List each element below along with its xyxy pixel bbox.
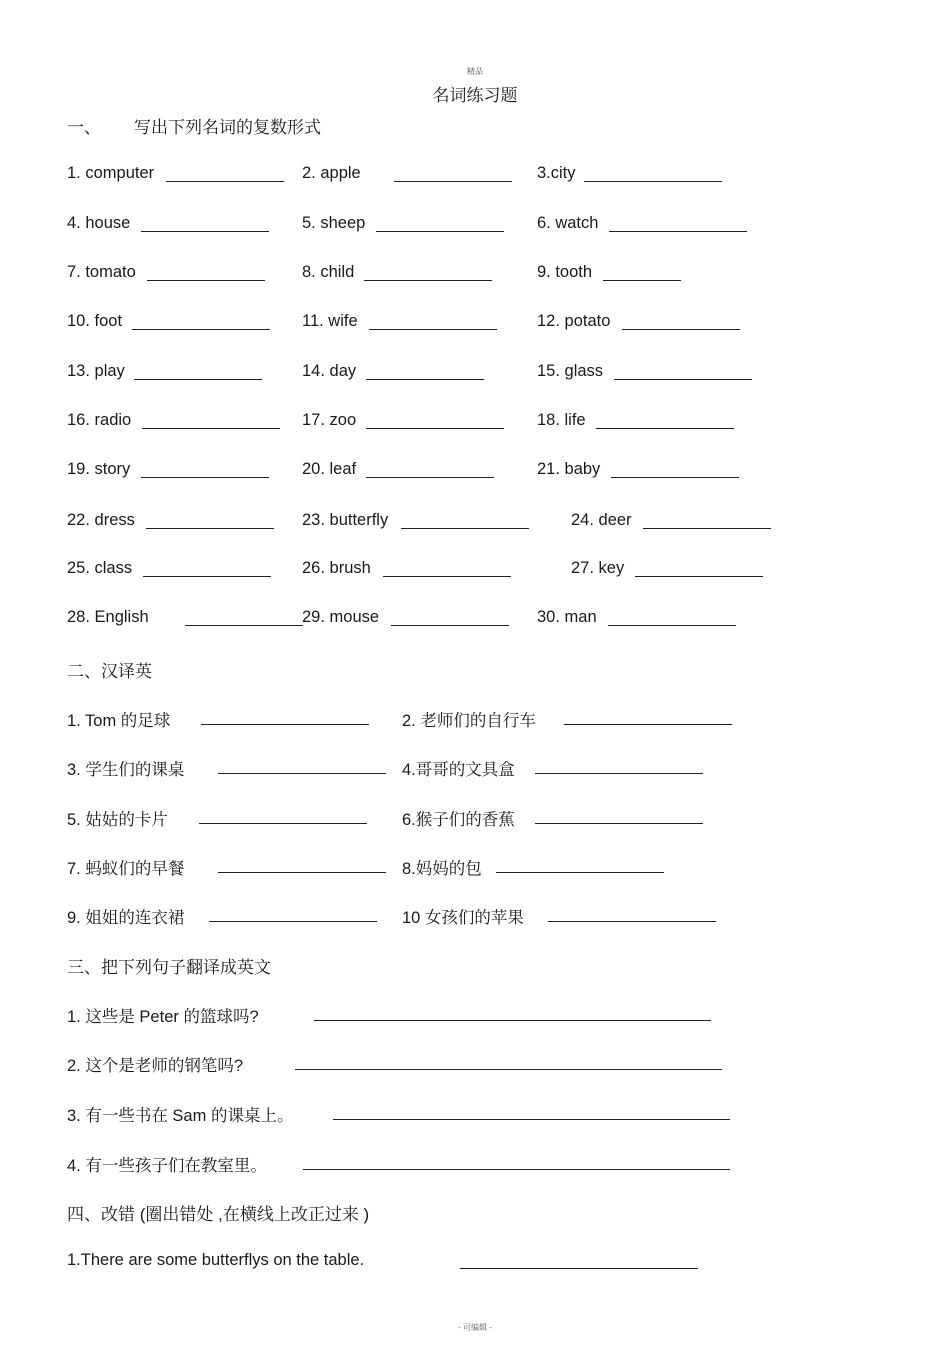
translate-phrase-answer-blank-10[interactable] (548, 908, 716, 922)
plural-answer-blank-30[interactable] (608, 612, 736, 626)
section4-heading: 四、改错 (圈出错处 ,在横线上改正过来 ) (67, 1205, 370, 1224)
translate-sentence-answer-blank-2[interactable] (295, 1056, 722, 1070)
plural-label-15: 15. glass (537, 362, 604, 380)
plural-answer-blank-15[interactable] (614, 366, 752, 380)
plural-label-21: 21. baby (537, 460, 601, 478)
plural-answer-blank-27[interactable] (635, 563, 763, 577)
plural-answer-blank-25[interactable] (143, 563, 271, 577)
plural-answer-blank-7[interactable] (147, 267, 265, 281)
translate-phrase-label-1: 1. Tom 的足球 (67, 712, 171, 730)
translate-phrase-label-4: 4.哥哥的文具盒 (402, 761, 515, 779)
translate-sentence-label-2: 2. 这个是老师的钢笔吗? (67, 1057, 244, 1075)
translate-phrase-label-10: 10 女孩们的苹果 (402, 909, 524, 927)
plural-answer-blank-5[interactable] (376, 218, 504, 232)
plural-label-8: 8. child (302, 263, 355, 281)
plural-label-5: 5. sheep (302, 214, 366, 232)
plural-answer-blank-8[interactable] (364, 267, 492, 281)
plural-label-29: 29. mouse (302, 608, 380, 626)
plural-label-25: 25. class (67, 559, 133, 577)
translate-phrase-label-6: 6.猴子们的香蕉 (402, 811, 515, 829)
translate-phrase-answer-blank-3[interactable] (218, 760, 386, 774)
translate-sentence-answer-blank-1[interactable] (314, 1007, 711, 1021)
translate-phrase-answer-blank-7[interactable] (218, 859, 386, 873)
plural-answer-blank-16[interactable] (142, 415, 280, 429)
plural-answer-blank-1[interactable] (166, 168, 284, 182)
translate-phrase-label-9: 9. 姐姐的连衣裙 (67, 909, 185, 927)
plural-answer-blank-29[interactable] (391, 612, 509, 626)
translate-phrase-answer-blank-1[interactable] (201, 711, 369, 725)
plural-answer-blank-14[interactable] (366, 366, 484, 380)
plural-answer-blank-24[interactable] (643, 515, 771, 529)
translate-phrase-answer-blank-4[interactable] (535, 760, 703, 774)
translate-sentence-label-4: 4. 有一些孩子们在教室里。 (67, 1157, 267, 1175)
plural-label-20: 20. leaf (302, 460, 357, 478)
plural-answer-blank-28[interactable] (185, 612, 303, 626)
plural-label-27: 27. key (571, 559, 625, 577)
plural-label-12: 12. potato (537, 312, 611, 330)
translate-phrase-label-3: 3. 学生们的课桌 (67, 761, 185, 779)
plural-label-3: 3.city (537, 164, 576, 182)
plural-answer-blank-9[interactable] (603, 267, 681, 281)
plural-answer-blank-10[interactable] (132, 316, 270, 330)
plural-label-22: 22. dress (67, 511, 135, 529)
plural-label-30: 30. man (537, 608, 597, 626)
plural-label-18: 18. life (537, 411, 586, 429)
translate-phrase-answer-blank-9[interactable] (209, 908, 377, 922)
translate-phrase-answer-blank-8[interactable] (496, 859, 664, 873)
translate-phrase-answer-blank-5[interactable] (199, 810, 367, 824)
translate-sentence-label-3: 3. 有一些书在 Sam 的课桌上。 (67, 1107, 294, 1125)
correction-answer-blank-1[interactable] (460, 1255, 698, 1269)
translate-sentence-label-1: 1. 这些是 Peter 的篮球吗? (67, 1008, 259, 1026)
plural-label-13: 13. play (67, 362, 125, 380)
correction-label-1: 1.There are some butterflys on the table. (67, 1251, 365, 1269)
plural-answer-blank-17[interactable] (366, 415, 504, 429)
plural-label-6: 6. watch (537, 214, 599, 232)
translate-sentence-answer-blank-4[interactable] (303, 1156, 730, 1170)
plural-answer-blank-26[interactable] (383, 563, 511, 577)
plural-label-19: 19. story (67, 460, 131, 478)
plural-answer-blank-22[interactable] (146, 515, 274, 529)
plural-label-9: 9. tooth (537, 263, 593, 281)
plural-label-7: 7. tomato (67, 263, 136, 281)
plural-answer-blank-23[interactable] (401, 515, 529, 529)
plural-answer-blank-20[interactable] (366, 464, 494, 478)
plural-label-14: 14. day (302, 362, 357, 380)
section1-heading: 写出下列名词的复数形式 (134, 118, 321, 137)
plural-label-17: 17. zoo (302, 411, 357, 429)
plural-answer-blank-18[interactable] (596, 415, 734, 429)
translate-sentence-answer-blank-3[interactable] (333, 1106, 730, 1120)
plural-label-24: 24. deer (571, 511, 632, 529)
plural-answer-blank-19[interactable] (141, 464, 269, 478)
plural-label-1: 1. computer (67, 164, 155, 182)
translate-phrase-answer-blank-6[interactable] (535, 810, 703, 824)
plural-answer-blank-13[interactable] (134, 366, 262, 380)
plural-label-16: 16. radio (67, 411, 132, 429)
plural-answer-blank-11[interactable] (369, 316, 497, 330)
plural-answer-blank-2[interactable] (394, 168, 512, 182)
header-mark: 精品 (467, 67, 483, 76)
plural-answer-blank-6[interactable] (609, 218, 747, 232)
plural-label-28: 28. English (67, 608, 149, 626)
translate-phrase-label-2: 2. 老师们的自行车 (402, 712, 536, 730)
plural-answer-blank-3[interactable] (584, 168, 722, 182)
plural-answer-blank-12[interactable] (622, 316, 740, 330)
plural-label-11: 11. wife (302, 312, 358, 330)
translate-phrase-label-8: 8.妈妈的包 (402, 860, 482, 878)
translate-phrase-label-5: 5. 姑姑的卡片 (67, 811, 168, 829)
translate-phrase-answer-blank-2[interactable] (564, 711, 732, 725)
plural-label-2: 2. apple (302, 164, 361, 182)
section3-heading: 三、把下列句子翻译成英文 (67, 958, 271, 977)
plural-label-23: 23. butterfly (302, 511, 389, 529)
plural-answer-blank-21[interactable] (611, 464, 739, 478)
plural-label-10: 10. foot (67, 312, 123, 330)
section2-heading: 二、汉译英 (67, 662, 152, 681)
page-title: 名词练习题 (432, 86, 518, 105)
plural-label-26: 26. brush (302, 559, 371, 577)
translate-phrase-label-7: 7. 蚂蚁们的早餐 (67, 860, 185, 878)
section1-number: 一、 (67, 118, 101, 137)
plural-answer-blank-4[interactable] (141, 218, 269, 232)
plural-label-4: 4. house (67, 214, 131, 232)
page-footer: - 可编辑 - (458, 1323, 492, 1332)
